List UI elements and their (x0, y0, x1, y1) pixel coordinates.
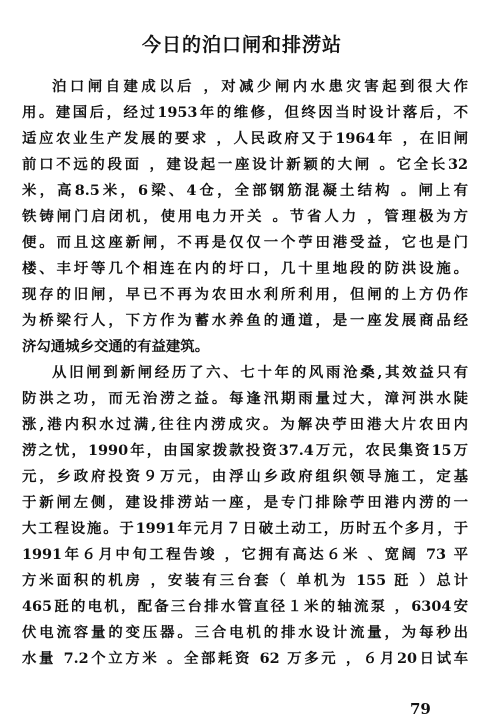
page-title: 今日的泊口闸和排涝站 (141, 34, 342, 56)
text-line: 465瓩的电机，配备三台排水管直径１米的轴流泵 ，6304安 (22, 598, 468, 615)
text-line: 适应农业生产发展的要求 ，人民政府又于1964年 ，在旧闸 (22, 130, 468, 147)
text-line: 涨,港内积水过满,往往内涝成灾。为解决苧田港大片农田内 (22, 416, 468, 433)
text-line: 前口不远的段面 ，建设起一座设计新颖的大闸 。它全长32 (22, 156, 468, 173)
page-number: 79 (410, 700, 431, 718)
text-line: 大工程设施。于1991年元月７日破土动工，历时五个多月，于 (22, 520, 468, 537)
text-line: 于新闸左侧，建设排涝站一座，是专门排除苧田港内涝的一 (22, 494, 468, 511)
text-line: 便。而且这座新闸，不再是仅仅一个苧田港受益，它也是门 (22, 234, 468, 251)
text-line: 伏电流容量的变压器。三合电机的排水设计流量，为每秒出 (22, 624, 468, 641)
text-line: 楼、丰圩等几个相连在内的圩口，几十里地段的防洪设施。 (22, 260, 468, 277)
text-line: 用。建国后，经过1953年的维修，但终因当时设计落后，不 (22, 104, 468, 121)
text-line: 济勾通城乡交通的有益建筑。 (22, 338, 210, 355)
text-line: 现存的旧闸，早已不再为农田水利所利用，但闸的上方仍作 (22, 286, 468, 303)
text-line: 从旧闸到新闸经历了六、七十年的风雨沧桑,其效益只有 (52, 364, 468, 381)
text-line: 元，乡政府投资９万元，由浮山乡政府组织领导施工，定基 (22, 468, 468, 485)
text-line: 涝之忧，1990年，由国家拨款投资37.4万元，农民集资15万 (22, 442, 468, 459)
text-line: 水量 7.2个立方米 。全部耗资 62 万多元 ，６月20日试车 (22, 650, 468, 667)
text-line: 方米面积的机房 ，安装有三台套（ 单机为 155 瓩 ）总计 (22, 572, 468, 589)
text-line: 铁铸闸门启闭机，使用电力开关 。节省人力 ，管理极为方 (22, 208, 468, 225)
text-line: 1991年６月中旬工程告竣 ，它拥有高达６米 、宽阔 73 平 (22, 546, 468, 563)
text-line: 为桥梁行人，下方作为蓄水养鱼的通道，是一座发展商品经 (22, 312, 468, 329)
text-line: 泊口闸自建成以后 ，对减少闸内水患灾害起到很大作 (52, 78, 468, 95)
text-line: 米，高8.5米，6梁、4仓，全部钢筋混凝土结构 。闸上有 (22, 182, 468, 199)
text-line: 防洪之功，而无治涝之益。每逢汛期雨量过大，漳河洪水陡 (22, 390, 468, 407)
